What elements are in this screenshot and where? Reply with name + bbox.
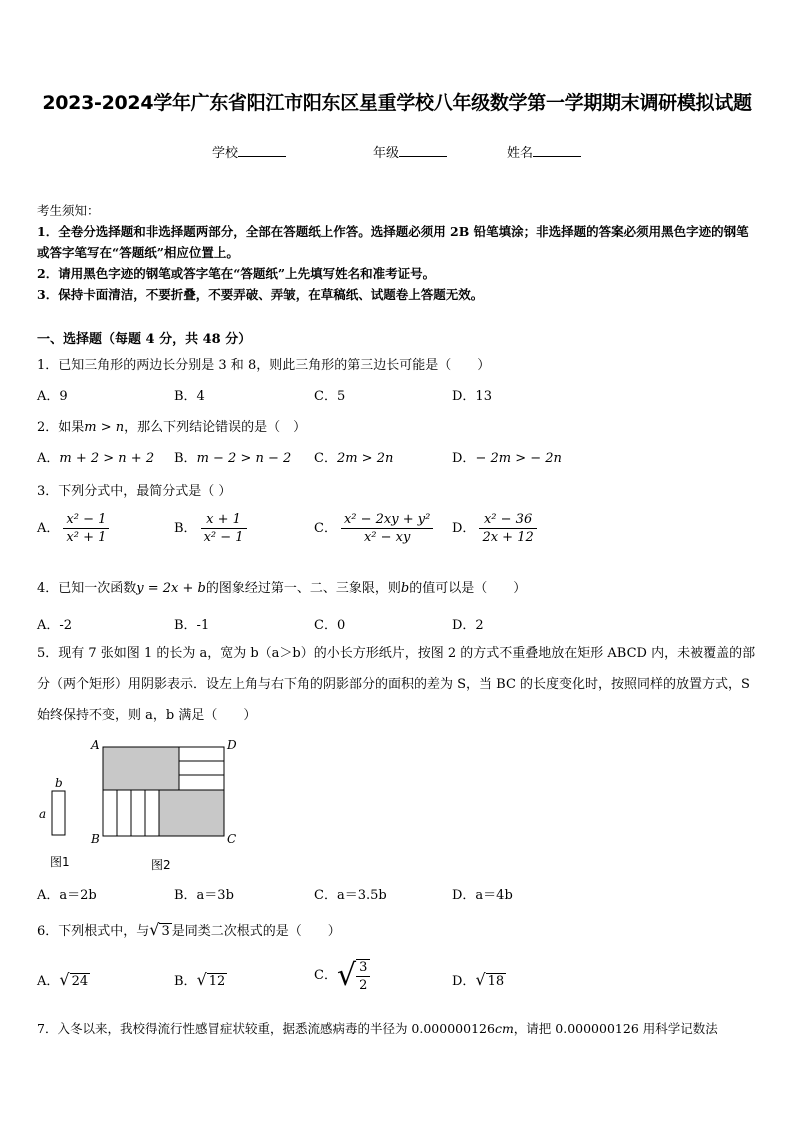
- q1-option-d: D．13: [452, 389, 492, 404]
- fig2-label-D: D: [227, 738, 237, 752]
- q1-option-b: B．4: [174, 389, 205, 404]
- notice-block: [37, 200, 757, 305]
- q3-option-c: C． $\frac{\text{x² − 2xy + y²}}{\text{x² − xy}}$: [314, 512, 437, 545]
- q5-option-c: C．a＝3.5b: [314, 888, 387, 903]
- q5-option-b: B．a＝3b: [174, 888, 234, 903]
- notice-item-2: 2．请用黑色字迹的钢笔或答字笔在“答题纸”上先填写姓名和准考证号。: [37, 266, 436, 281]
- section-heading: 一、选择题（每题 4 分，共 48 分）: [37, 332, 252, 347]
- q6-option-c: C．√ $\frac{3}{2}$: [314, 958, 374, 993]
- fig1-rectangle: [52, 791, 65, 835]
- q4-option-d: D．2: [452, 618, 484, 633]
- q3-option-d: D． $\frac{\text{x² − 36}}{2x + 12}$: [452, 512, 541, 545]
- q2-option-b: B．m − 2 > n − 2: [174, 451, 292, 466]
- q6-option-a: A．√ 24: [37, 970, 89, 989]
- q3-option-a: A． $\frac{\text{x² − 1}}{\text{x² + 1}}$: [37, 512, 113, 545]
- q6-option-d: D．√ 18: [452, 970, 505, 989]
- q4-option-c: C．0: [314, 618, 346, 633]
- question-7: 7．入冬以来，我校得流行性感冒症状较重，据悉流感病毒的半径为 0.000000126cm，请把 0.000000126 用科学记数法: [37, 1021, 718, 1036]
- q4-option-a: A．-2: [37, 618, 73, 633]
- question-6: 6．下列根式中，与√ 3 是同类二次根式的是（ ）: [37, 920, 341, 939]
- question-2: 2．如果m > n，那么下列结论错误的是（ ）: [37, 420, 307, 435]
- fig2-caption: 图2: [151, 858, 171, 872]
- q5-option-a: A．a＝2b: [37, 888, 97, 903]
- question-1: 1．已知三角形的两边长分别是 3 和 8，则此三角形的第三边长可能是（ ）: [37, 358, 491, 373]
- q6-option-b: B．√ 12: [174, 970, 226, 989]
- fig2-shade-bottom-right: [159, 790, 224, 836]
- q1-option-a: A．9: [37, 389, 68, 404]
- notice-heading: 考生须知：: [37, 203, 100, 218]
- page-title: 2023-2024学年广东省阳江市阳东区星重学校八年级数学第一学期期末调研模拟试题: [42, 92, 752, 114]
- notice-item-3: 3．保持卡面清洁，不要折叠，不要弄破、弄皱，在草稿纸、试题卷上答题无效。: [37, 287, 484, 302]
- q2-option-d: D．− 2m > − 2n: [452, 451, 562, 466]
- q2-option-a: A．m + 2 > n + 2: [37, 451, 155, 466]
- fig2-label-A: A: [91, 738, 100, 752]
- fig1-caption: 图1: [50, 855, 70, 869]
- q5-option-d: D．a＝4b: [452, 888, 513, 903]
- q3-option-b: B． $\frac{x + 1}{\text{x² − 1}}$: [174, 512, 251, 545]
- question-5: 5．现有 7 张如图 1 的长为 a，宽为 b（a＞b）的小长方形纸片，按图 2 的方式不重叠地放在矩形 ABCD 内，未被覆盖的部分（两个矩形）用阴影表示．设左上角与右下角的阴影部分的面积的差为 S，当 BC 的长度变化时，按照同样的放置方式，S 始终保持不变，则 a，b 满足（ ）: [37, 646, 756, 723]
- question-3: 3．下列分式中，最简分式是（ ）: [37, 484, 232, 499]
- question-4: 4．已知一次函数y = 2x + b的图象经过第一、二、三象限，则b的值可以是（ ）: [37, 581, 527, 596]
- school-field: 学校: [212, 142, 286, 161]
- grade-field: 年级: [373, 142, 447, 161]
- q2-option-c: C．2m > 2n: [314, 451, 394, 466]
- fig1-label-b: b: [55, 776, 63, 790]
- fig2-label-B: B: [91, 832, 100, 846]
- fig2-shade-top-left: [103, 747, 179, 790]
- notice-item-1: 1．全卷分选择题和非选择题两部分，全部在答题纸上作答。选择题必须用 2B 铅笔填涂；非选择题的答案必须用黑色字迹的钢笔或答字笔写在“答题纸”相应位置上。: [37, 224, 749, 260]
- fig2-label-C: C: [227, 832, 237, 846]
- fig1-label-a: a: [39, 807, 47, 821]
- name-field: 姓名: [507, 142, 581, 161]
- q1-option-c: C．5: [314, 389, 346, 404]
- q5-figures: [30, 735, 260, 875]
- q4-option-b: B．-1: [174, 618, 210, 633]
